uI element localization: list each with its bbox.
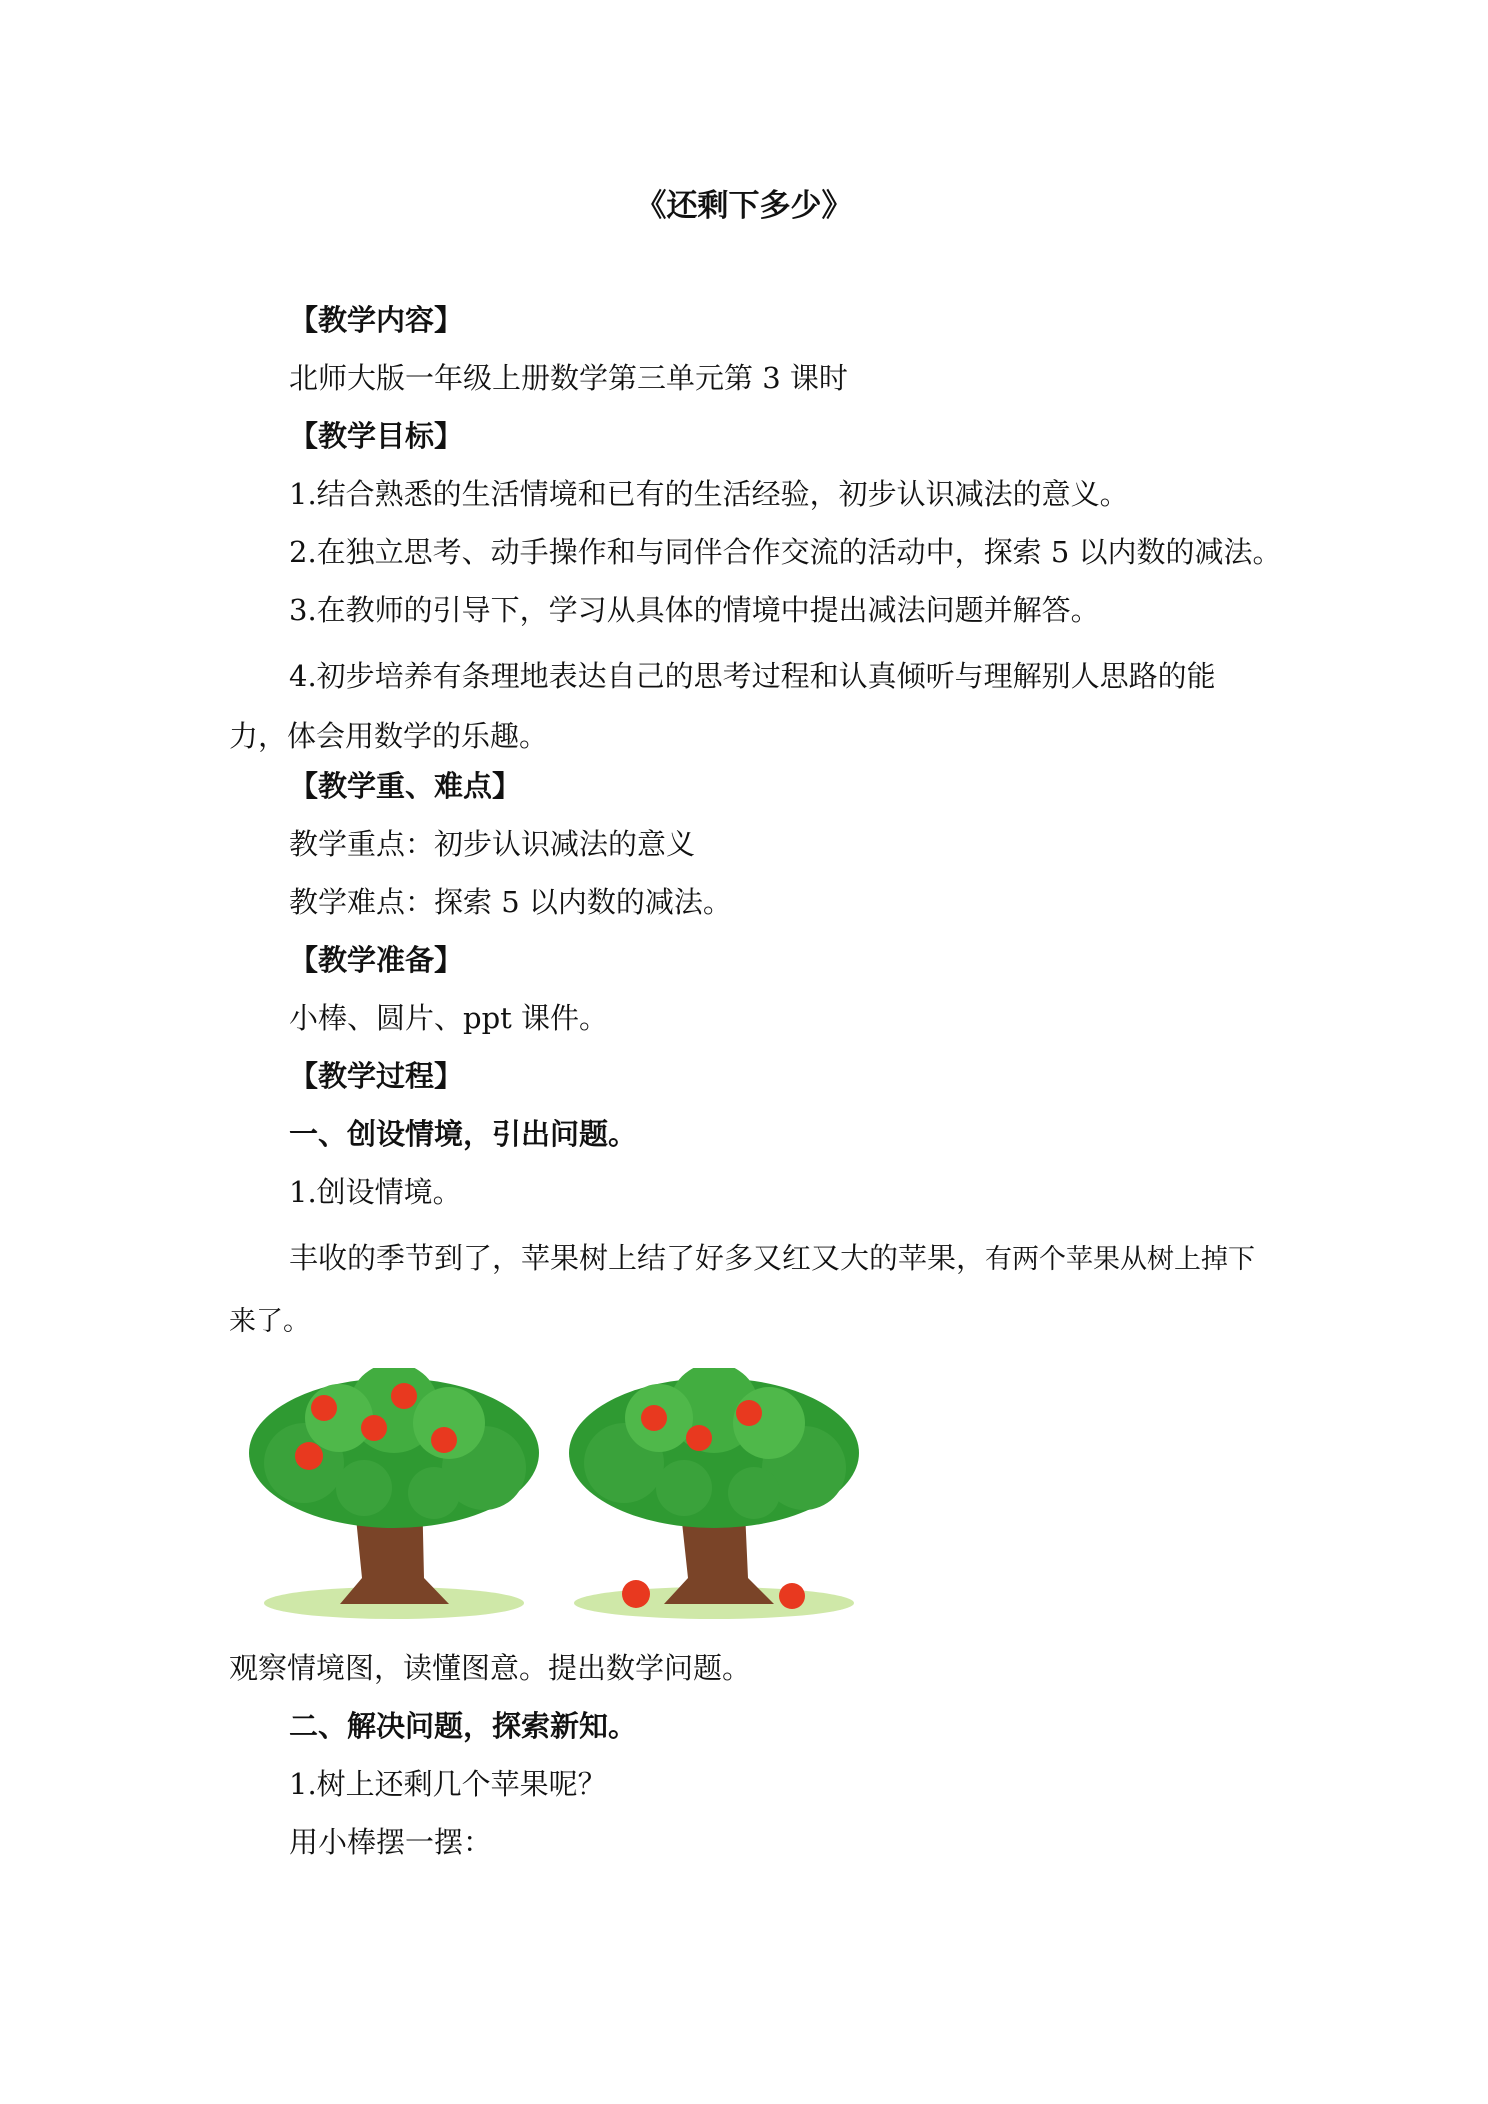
apple-icon [431, 1427, 457, 1453]
page-title: 《还剩下多少》 [635, 188, 853, 224]
apple-icon [295, 1442, 323, 1470]
fallen-apple-icon [779, 1583, 805, 1609]
part1-story [229, 1228, 1269, 1352]
right-canopy [569, 1368, 859, 1528]
part2-heading: 二、解决问题，探索新知。 [289, 1709, 638, 1743]
key-point: 教学重点：初步认识减法的意义 [289, 827, 696, 861]
apple-icon [311, 1395, 337, 1421]
heading-key-points: 【教学重、难点】 [289, 769, 522, 803]
apple-icon [391, 1383, 417, 1409]
part2-step1-text: 用小棒摆一摆： [289, 1825, 493, 1859]
part1-story-a: 丰收的季节到了，苹果树上结了好多又红又大的苹果， [289, 1241, 986, 1275]
preparation-text: 小棒、圆片、ppt 课件。 [289, 1001, 609, 1035]
part2-step1: 1.树上还剩几个苹果呢？ [289, 1767, 607, 1801]
goal-item-2: 2.在独立思考、动手操作和与同伴合作交流的活动中，探索 5 以内数的减法。 [289, 535, 1282, 569]
goal-item-1: 1.结合熟悉的生活情境和已有的生活经验，初步认识减法的意义。 [289, 477, 1129, 511]
goal-item-4: 4.初步培养有条理地表达自己的思考过程和认真倾听与理解别人思路的能力，体会用数学的乐趣。 [229, 659, 1216, 753]
heading-goals: 【教学目标】 [289, 419, 464, 453]
apple-icon [736, 1400, 762, 1426]
heading-process: 【教学过程】 [289, 1059, 464, 1093]
content-text: 北师大版一年级上册数学第三单元第 3 课时 [289, 361, 848, 395]
part1-story-b: 有两个苹果从树上掉下来了。 [229, 1244, 1256, 1337]
goal-item-3: 3.在教师的引导下，学习从具体的情境中提出减法问题并解答。 [289, 593, 1100, 627]
observe-text: 观察情境图，读懂图意。提出数学问题。 [229, 1651, 752, 1685]
difficult-point: 教学难点：探索 5 以内数的减法。 [289, 885, 732, 919]
apple-icon [361, 1415, 387, 1441]
apple-icon [686, 1425, 712, 1451]
apple-tree-illustration [244, 1368, 884, 1628]
heading-preparation: 【教学准备】 [289, 943, 464, 977]
right-tree [569, 1368, 859, 1619]
fallen-apple-icon [622, 1580, 650, 1608]
left-tree [249, 1368, 539, 1619]
part1-heading: 一、创设情境，引出问题。 [289, 1117, 638, 1151]
heading-content: 【教学内容】 [289, 303, 464, 337]
apple-icon [641, 1405, 667, 1431]
part1-step1: 1.创设情境。 [289, 1175, 462, 1209]
